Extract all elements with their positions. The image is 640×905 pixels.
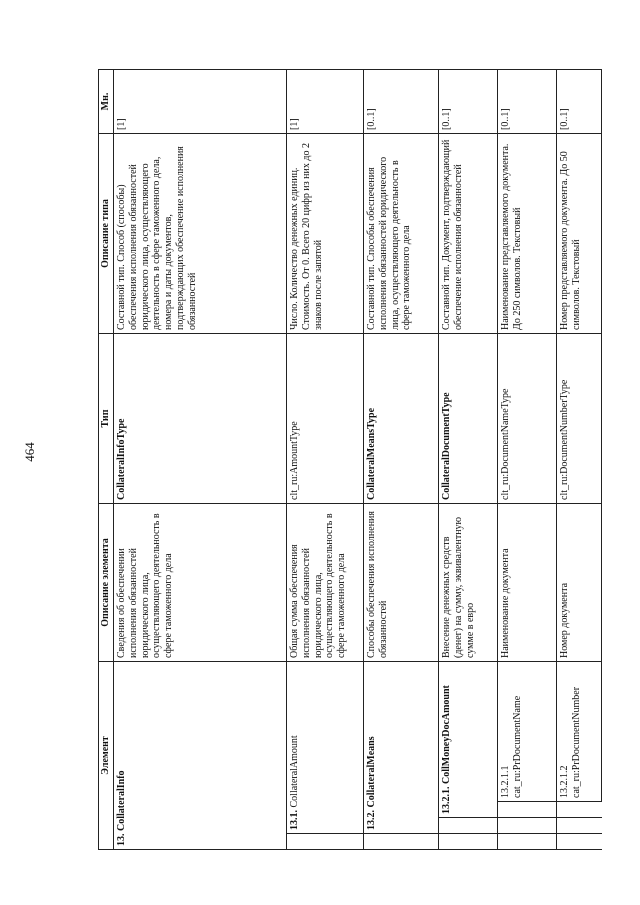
- row-type: clt_ru:DocumentNumberType: [557, 334, 602, 504]
- row-type: clt_ru:DocumentNameType: [498, 334, 557, 504]
- row-number: 13.2.1.: [441, 786, 452, 814]
- indent-cell: [439, 834, 498, 850]
- row-element-description: Внесение денежных средств (денег) на сумму, эквивалентную сумме в евро: [439, 504, 498, 662]
- header-min: Мн.: [99, 70, 114, 134]
- indent-cell: [498, 834, 557, 850]
- indent-cell: [557, 802, 602, 818]
- row-element: [439, 662, 498, 818]
- row-min: [0..1]: [498, 70, 557, 134]
- table-row: [287, 70, 364, 850]
- row-type-description: Составной тип. Способ (способы) обеспечения исполнения обязанностей юридического лица, осуществляющего деятельность в сфере таможенного дела, номера и даты документов, подтверждающих обеспечение исполнения обязанностей: [114, 134, 287, 334]
- row-element-description: Общая сумма обеспечения исполнения обязанностей юридического лица, осуществляющего деятельность в сфере таможенного дела: [287, 504, 364, 662]
- document-table-container: [98, 70, 588, 850]
- indent-cell: [498, 818, 557, 834]
- table-row: [114, 70, 287, 850]
- row-type-description: Номер представляемого документа. До 50 символов. Текстовый: [557, 134, 602, 334]
- row-number: 13.2.1.2: [559, 765, 570, 798]
- table-row: [439, 70, 498, 850]
- indent-cell: [364, 834, 439, 850]
- row-type-description: Наименование представляемого документа. До 250 символов. Текстовый: [498, 134, 557, 334]
- row-element-name: cat_ru:PrDocumentNumber: [570, 686, 582, 798]
- row-element-name: CollateralAmount: [289, 735, 300, 808]
- header-element-description: Описание элемента: [99, 504, 114, 662]
- page-number: 464: [22, 442, 37, 462]
- row-element-name: cat_ru:PrDocumentName: [511, 695, 523, 798]
- row-min: [1]: [287, 70, 364, 134]
- row-element-description: Сведения об обеспечении исполнения обязанностей юридического лица, осуществляющего деятельность в сфере таможенного дела: [114, 504, 287, 662]
- row-number: 13.1.: [289, 810, 300, 830]
- row-element-name: CollateralInfo: [116, 770, 127, 831]
- row-number: 13.: [116, 833, 127, 846]
- row-element-name: CollateralMeans: [366, 736, 377, 808]
- row-number: 13.2.1.1: [500, 765, 511, 798]
- row-element: [114, 662, 287, 850]
- row-element-description: Способы обеспечения исполнения обязанностей: [364, 504, 439, 662]
- table-row: [364, 70, 439, 850]
- row-type-description: Число. Количество денежных единиц. Стоимость. От 0. Всего 20 цифр из них до 2 знаков после запятой: [287, 134, 364, 334]
- indent-cell: [287, 834, 364, 850]
- row-element-description: Номер документа: [557, 504, 602, 662]
- header-type: Тип: [99, 334, 114, 504]
- row-type-description: Составной тип. Способы обеспечения исполнения обязанностей юридического лица, осуществляющего деятельность в сфере таможенного дела: [364, 134, 439, 334]
- row-type-description: Составной тип. Документ, подтверждающий обеспечение исполнения обязанностей: [439, 134, 498, 334]
- row-element: [287, 662, 364, 834]
- row-min: [0..1]: [557, 70, 602, 134]
- header-element: Элемент: [99, 662, 114, 850]
- row-type: clt_ru:AmountType: [287, 334, 364, 504]
- row-element: [498, 662, 557, 802]
- indent-cell: [557, 818, 602, 834]
- row-min: [0..1]: [439, 70, 498, 134]
- indent-cell: [557, 834, 602, 850]
- rotated-table-frame: [98, 70, 588, 850]
- row-type: CollateralInfoType: [114, 334, 287, 504]
- row-type: CollateralMeansType: [364, 334, 439, 504]
- table-row: [557, 70, 602, 850]
- row-number: 13.2.: [366, 810, 377, 830]
- row-min: [0..1]: [364, 70, 439, 134]
- table-row: [498, 70, 557, 850]
- element-description-table: [98, 69, 602, 850]
- table-header-row: [99, 70, 114, 850]
- indent-cell: [439, 818, 498, 834]
- row-element: [364, 662, 439, 834]
- row-element-description: Наименование документа: [498, 504, 557, 662]
- header-type-description: Описание типа: [99, 134, 114, 334]
- row-min: [1]: [114, 70, 287, 134]
- row-element-name: CollMoneyDocAmount: [441, 685, 452, 784]
- indent-cell: [498, 802, 557, 818]
- row-element: [557, 662, 602, 802]
- row-type: CollateralDocumentType: [439, 334, 498, 504]
